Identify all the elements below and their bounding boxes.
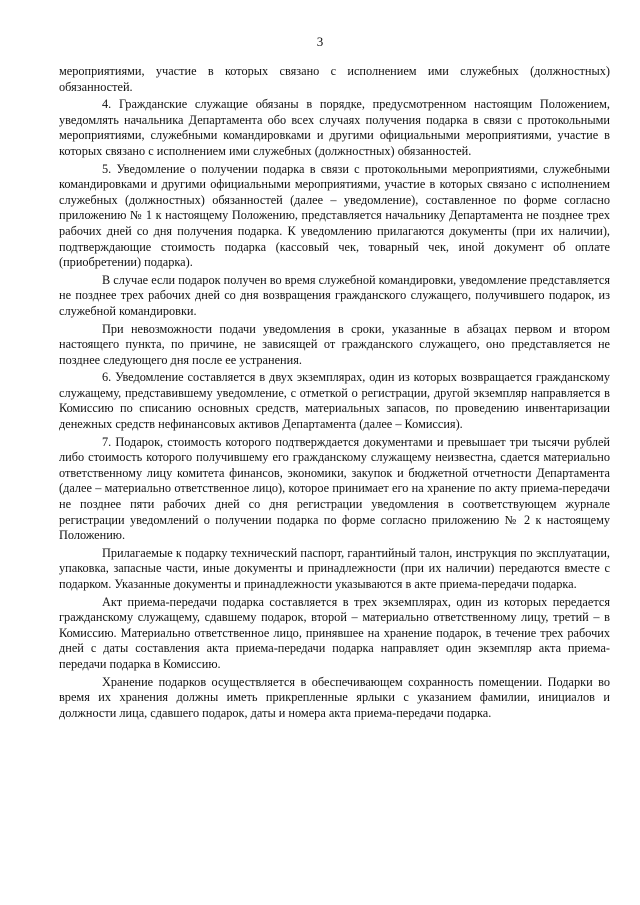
document-body: [59, 64, 610, 723]
paragraph-item-7-storage: Хранение подарков осуществляется в обеспечивающем сохранность помещении. Подарки во время их хранения должны иметь прикрепленные ярлыки с указанием фамилии, инициалов и должности лица, сдавшего подарок, даты и номера акта приема-передачи подарка.: [59, 674, 610, 720]
paragraph-item-6: 6. Уведомление составляется в двух экземплярах, один из которых возвращается гражданскому служащему, представившему уведомление, с отметкой о регистрации, другой экземпляр направляется в Комиссию по списанию основных средств, материальных запасов, по проведению инвентаризации денежных средств нефинансовых активов Департамента (далее – Комиссия).: [59, 370, 610, 432]
paragraph-item-4: 4. Гражданские служащие обязаны в порядке, предусмотренном настоящим Положением, уведомлять начальника Департамента обо всех случаях получения подарка в связи с протокольными мероприятиями, служебными командировками и другими официальными мероприятиями, участие в которых связано с исполнением ими служебных (должностных) обязанностей.: [59, 97, 610, 158]
paragraph-item-7-transfer-act: Акт приема-передачи подарка составляется в трех экземплярах, один из которых передается гражданскому служащему, сдавшему подарок, второй – материально ответственному лицу, третий – в Комиссию. Материально ответственное лицо, принявшее на хранение подарок, в течение трех рабочих дней с даты составления акта приема-передачи подарка направляет один экземпляр акта приема-передачи подарка в Комиссию.: [59, 594, 610, 671]
paragraph-item-5-business-trip: В случае если подарок получен во время служебной командировки, уведомление представляется не позднее трех рабочих дней со дня возвращения гражданского служащего, получившего подарок, из служебной командировки.: [59, 272, 610, 318]
paragraph-item-5: 5. Уведомление о получении подарка в связи с протокольными мероприятиями, служебными командировками и другими официальными мероприятиями, участие в которых связано с исполнением служебных (должностных) обязанностей (далее – уведомление), составленное по форме согласно приложению № 1 к настоящему Положению, представляется начальнику Департамента не позднее трех рабочих дней со дня получения подарка. К уведомлению прилагаются документы (при их наличии), подтверждающие стоимость подарка (кассовый чек, товарный чек, иной документ об оплате (приобретении) подарка).: [59, 161, 610, 270]
page-number: 3: [316, 34, 324, 49]
paragraph-continuation: мероприятиями, участие в которых связано с исполнением ими служебных (должностных) обязанностей.: [59, 64, 610, 94]
paragraph-item-7-attachments: Прилагаемые к подарку технический паспорт, гарантийный талон, инструкция по эксплуатации, упаковка, запасные части, иные документы и принадлежности (при их наличии) передаются вместе с подарком. Указанные документы и принадлежности указываются в акте приема-передачи подарка.: [59, 545, 610, 591]
paragraph-item-5-impossibility: При невозможности подачи уведомления в сроки, указанные в абзацах первом и втором настоящего пункта, по причине, не зависящей от гражданского служащего, оно представляется не позднее следующего дня после ее устранения.: [59, 321, 610, 367]
paragraph-item-7: 7. Подарок, стоимость которого подтверждается документами и превышает три тысячи рублей либо стоимость которого получившему его гражданскому служащему неизвестна, сдается материально ответственному лицу комитета финансов, экономики, закупок и бюджетной отчетности Департамента (далее – материально ответственное лицо), которое принимает его на хранение по акту приема-передачи не позднее пяти рабочих дней со дня регистрации уведомления в соответствующем журнале регистрации уведомлений о получении подарка по форме согласно приложению № 2 к настоящему Положению.: [59, 434, 610, 543]
